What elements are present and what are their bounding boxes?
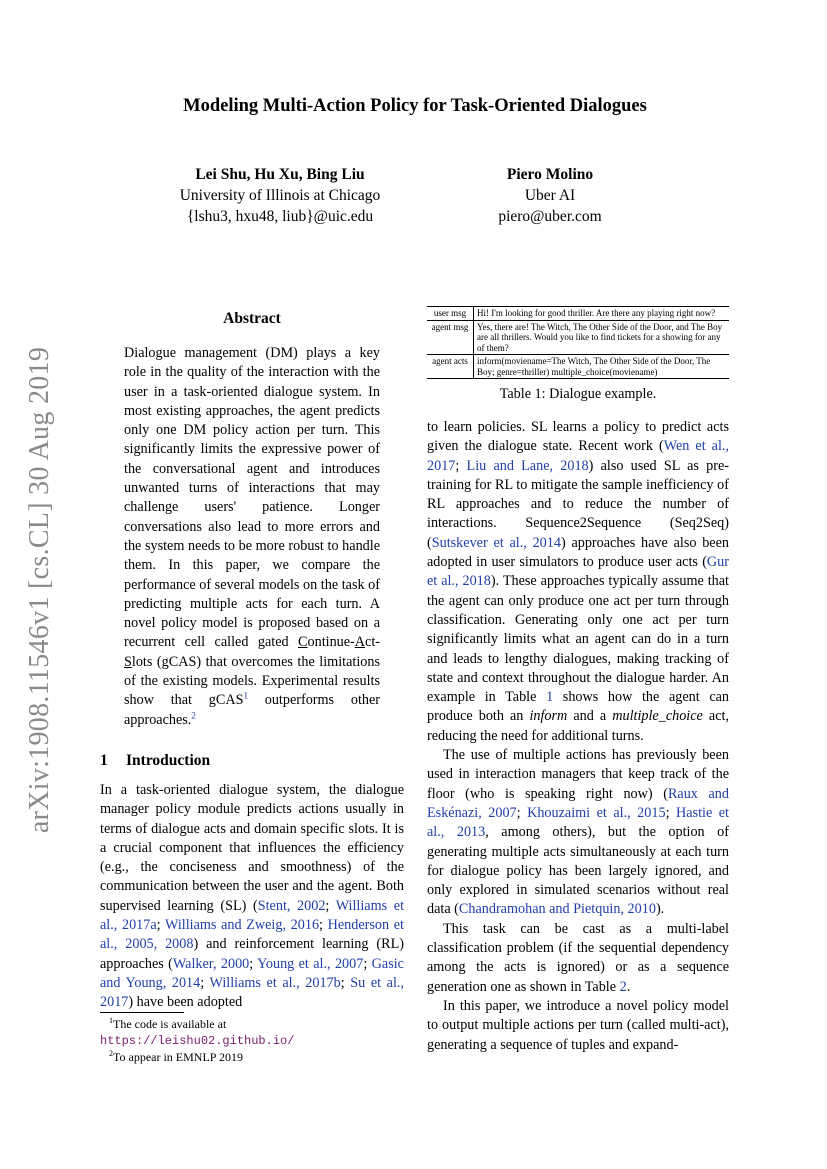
table-role-cell: agent acts xyxy=(427,355,474,379)
paper-title: Modeling Multi-Action Policy for Task-Oriented Dialogues xyxy=(183,96,647,116)
table-text-cell: inform(moviename=The Witch, The Other Side of the Door, The Boy; genre=thriller) multiple_choice(moviename) xyxy=(477,356,711,377)
author-names: Lei Shu, Hu Xu, Bing Liu xyxy=(195,166,365,183)
abstract-body: Dialogue management (DM) plays a key role in the quality of the interaction with the user in a task-oriented dialogue system. In most existing approaches, the agent predicts only one DM policy action per turn. This significantly limits the expressive power of the conversational agent and introduces unwanted turns of interactions that may challenge users' patience. Longer conversations also lead to more errors and the system needs to be more robust to handle them. In this paper, we compare the performance of several models on the task of predicting multiple acts for each turn. A novel policy model is proposed based on a recurrent cell called gated Continue-Act-Slots (gCAS) that overcomes the limitations of the existing models. Experimental results show that gCAS$^1$ outperforms other approaches.$^2$ xyxy=(124,345,381,728)
abstract-heading: Abstract xyxy=(223,310,281,327)
author-affiliation: Uber AI xyxy=(524,187,576,204)
table-caption: Table 1: Dialogue example. xyxy=(499,386,657,402)
author-block-uic xyxy=(150,164,410,227)
author-affiliation: University of Illinois at Chicago xyxy=(179,187,381,204)
citation-link[interactable]: Hastie et al., 2013 xyxy=(427,804,729,841)
introduction-body: In a task-oriented dialogue system, the dialogue manager policy module predicts actions usually in terms of dialogue acts and domain specific slots. It is a crucial component that influences the efficiency (e.g., the conciseness and smoothness) of the communication between the user and the agent. Both supervised learning (SL) (Stent, 2002; Williams et al., 2017a; Williams and Zweig, 2016; Henderson et al., 2005, 2008) and reinforcement learning (RL) approaches (Walker, 2000; Young et al., 2007; Gasic and Young, 2014; Williams et al., 2017b; Su et al., 2017) have been adopted xyxy=(100,782,405,1011)
table-reference-link[interactable]: 2 xyxy=(619,978,627,995)
citation-link[interactable]: Raux and Eskénazi, 2007 xyxy=(427,785,729,821)
dialogue-example-table xyxy=(427,306,729,379)
citation-link[interactable]: Gasic and Young, 2014 xyxy=(100,955,404,991)
paragraph: In this paper, we introduce a novel policy model to output multiple actions per turn (called multi-act), generating a sequence of tuples and expand- xyxy=(427,997,729,1053)
footnote-2: $^2$To appear in EMNLP 2019 xyxy=(109,1049,244,1064)
table-row xyxy=(427,307,729,321)
table-text-cell: Hi! I'm looking for good thriller. Are there any playing right now? xyxy=(477,308,716,318)
citation-link[interactable]: Young et al., 2007 xyxy=(257,955,364,972)
citation-link[interactable]: Stent, 2002 xyxy=(257,897,326,914)
citation-link[interactable]: Henderson et al., 2005, 2008 xyxy=(100,917,404,953)
footnote-2-marker[interactable]: 2 xyxy=(191,709,196,720)
citation-link[interactable]: Su et al., 2017 xyxy=(100,974,404,1011)
author-names: Piero Molino xyxy=(506,166,594,183)
table-role-cell: user msg xyxy=(427,307,474,321)
table-text-cell: Yes, there are! The Witch, The Other Side of the Door, and The Boy are all thrillers. Would you like to find tickets for a showing for any of them? xyxy=(477,321,723,353)
citation-link[interactable]: Sutskever et al., 2014 xyxy=(431,534,561,551)
citation-link[interactable]: Gur et al., 2018 xyxy=(427,554,729,590)
footnote-divider xyxy=(100,1012,184,1013)
citation-link[interactable]: Williams et al., 2017b xyxy=(209,974,341,991)
citation-link[interactable]: Chandramohan and Pietquin, 2010 xyxy=(458,901,656,918)
citation-link[interactable]: Walker, 2000 xyxy=(172,955,250,972)
table-row xyxy=(427,320,729,355)
paragraph: This task can be cast as a multi-label classification problem (if the sequential dependency among the acts is ignored) or as a sequence generation one as shown in Table 2. xyxy=(427,920,729,995)
table-reference-link[interactable]: 1 xyxy=(546,689,554,706)
citation-link[interactable]: Williams and Zweig, 2016 xyxy=(165,917,320,934)
citation-link[interactable]: Williams et al., 2017a xyxy=(100,897,405,934)
footnotes xyxy=(100,1016,404,1065)
table-row xyxy=(427,355,729,379)
author-email: piero@uber.com xyxy=(498,208,602,225)
citation-link[interactable]: Liu and Lane, 2018 xyxy=(466,457,589,474)
author-email: {lshu3, hxu48, liub}@uic.edu xyxy=(186,208,374,225)
footnote-1-marker[interactable]: 1 xyxy=(243,690,248,701)
code-url-link[interactable]: https://leishu02.github.io/ xyxy=(100,1034,295,1048)
paragraph: The use of multiple actions has previously been used in interaction managers that keep track of the floor (who is speaking right now) (Raux and Eskénazi, 2007; Khouzaimi et al., 2015; Hastie et al., 2013, among others), but the option of generating multiple acts simultaneously at each turn for dialogue policy has been largely ignored, and only explored in simulated scenarios without real data (Chandramohan and Pietquin, 2010). xyxy=(427,747,729,918)
citation-link[interactable]: Khouzaimi et al., 2015 xyxy=(527,804,666,821)
paragraph: to learn policies. SL learns a policy to predict acts given the dialogue state. Recent work (Wen et al., 2017; Liu and Lane, 2018) also used SL as pre-training for RL to mitigate the sample inefficiency of RL approaches and to reduce the number of interactions. Sequence2Sequence (Seq2Seq) (Sutskever et al., 2014) approaches have also been adopted in user simulators to produce user acts (Gur et al., 2018). These approaches typically assume that the agent can only produce one act per turn through classification. Generating only one act per turn significantly limits what an agent can do in a turn and leads to lengthy dialogues, making tracking of state and context throughout the dialogue harder. An example in Table 1 shows how the agent can produce both an inform and a multiple_choice act, reducing the need for additional turns. xyxy=(427,419,730,744)
footnote-1: $^1$The code is available at https://leishu02.github.io/ xyxy=(100,1016,295,1048)
table-role-cell: agent msg xyxy=(427,320,474,355)
author-block-uber xyxy=(440,164,660,227)
arxiv-identifier-stamp: arXiv:1908.11546v1 [cs.CL] 30 Aug 2019 xyxy=(24,346,55,834)
citation-link[interactable]: Wen et al., 2017 xyxy=(427,438,729,474)
section-heading-introduction: 1 Introduction xyxy=(100,752,211,769)
right-column-body xyxy=(427,418,729,1055)
